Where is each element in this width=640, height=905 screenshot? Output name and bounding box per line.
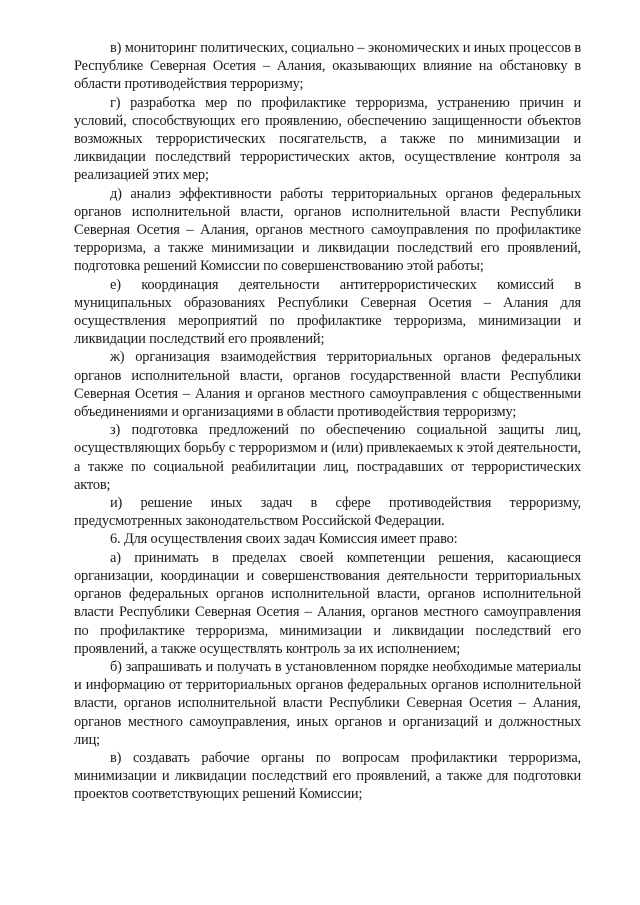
paragraph-6-rights-heading: 6. Для осуществления своих задач Комиссия имеет право: bbox=[110, 531, 458, 548]
paragraph-b-requests: б) запрашивать и получать в установленном порядке необходимые материалы и информацию от территориальных органов федеральных органов исполнительной власти, органов исполнительной власти Республики Северная Осетия – Алания, органов местного самоуправления, иных органов и организаций и должностных лиц; bbox=[74, 658, 581, 748]
paragraph-z-social-protection: з) подготовка предложений по обеспечению социальной защиты лиц, осуществляющих борьбу с терроризмом и (или) привлекаемых к этой деятельности, а также по социальной реабилитации лиц, пострадавших от террористических актов; bbox=[74, 422, 581, 493]
paragraph-v-monitoring: в) мониторинг политических, социально – экономических и иных процессов в Республике Северная Осетия – Алания, оказывающих влияние на обстановку в области противодействия терроризму; bbox=[74, 40, 581, 93]
paragraph-g-measures: г) разработка мер по профилактике терроризма, устранению причин и условий, способствующих его проявлению, обеспечению защищенности объектов возможных террористических посягательств, а также по минимизации и ликвидации последствий террористических актов, осуществление контроля за реализацией этих мер; bbox=[74, 94, 581, 184]
paragraph-a-decisions: а) принимать в пределах своей компетенции решения, касающиеся организации, координации и совершенствования деятельности территориальных органов федеральных органов исполнительной власти, органов исполнительной власти Республики Северная Осетия – Алания, органов местного самоуправления по профилактике терроризма, минимизации и ликвидации последствий его проявлений, а также осуществлять контроль за их исполнением; bbox=[74, 549, 581, 657]
paragraph-e-coordination: е) координация деятельности антитеррористических комиссий в муниципальных образованиях Республики Северная Осетия – Алания для осуществления мероприятий по профилактике терроризма, минимизации и ликвидации последствий его проявлений; bbox=[74, 276, 581, 348]
paragraph-d-analysis: д) анализ эффективности работы территориальных органов федеральных органов исполнительной власти, органов исполнительной власти Республики Северная Осетия – Алания, органов местного самоуправления по профилактике терроризма, а также минимизации и ликвидации последствий его проявлений, подготовка решений Комиссии по совершенствованию этой работы; bbox=[74, 185, 581, 275]
paragraph-zh-interaction: ж) организация взаимодействия территориальных органов федеральных органов исполнительной власти, органов государственной власти Республики Северная Осетия – Алания и органов местного самоуправления с общественными объединениями и организациями в области противодействия терроризму; bbox=[74, 349, 581, 421]
paragraph-v-working-bodies: в) создавать рабочие органы по вопросам профилактики терроризма, минимизации и ликвидации последствий его проявлений, а также для подготовки проектов соответствующих решений Комиссии; bbox=[74, 749, 581, 803]
paragraph-i-other-tasks: и) решение иных задач в сфере противодействия терроризму, предусмотренных законодательством Российской Федерации. bbox=[74, 495, 581, 530]
document-body bbox=[74, 39, 581, 804]
